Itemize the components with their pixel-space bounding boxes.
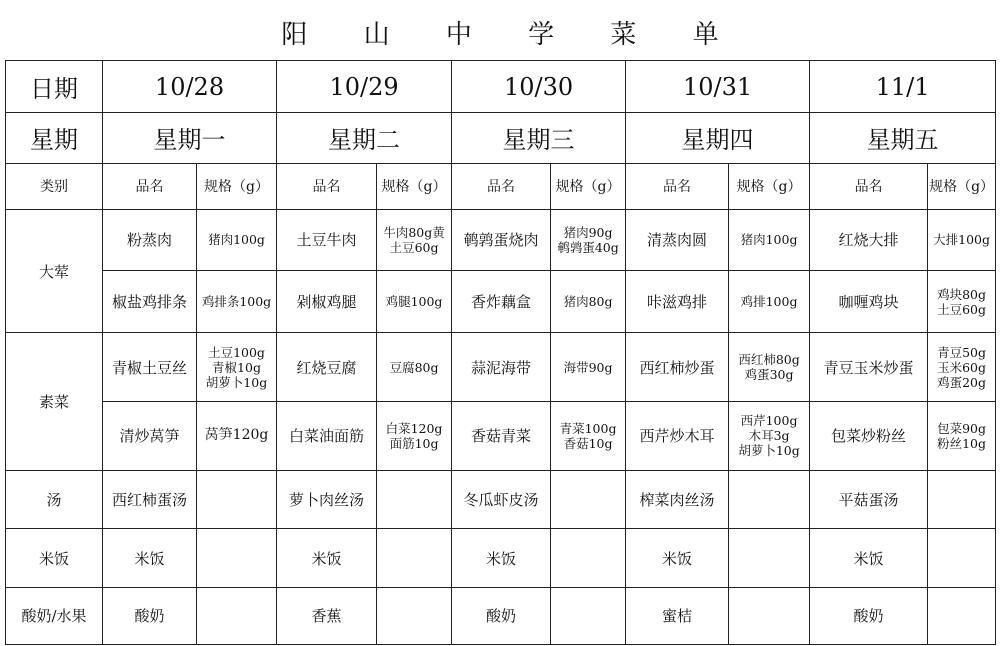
date-cell: 10/28 bbox=[103, 61, 277, 113]
dish-cell: 咔滋鸡排 bbox=[626, 271, 729, 333]
dish-cell: 蒜泥海带 bbox=[452, 333, 551, 401]
weekday-cell: 星期一 bbox=[103, 113, 277, 163]
weekday-cell: 星期二 bbox=[277, 113, 452, 163]
empty-spec-cell bbox=[729, 587, 810, 644]
dish-cell: 西芹炒木耳 bbox=[626, 401, 729, 470]
spec-cell: 青豆50g 玉米60g 鸡蛋20g bbox=[928, 333, 996, 401]
spec-cell: 猪肉100g bbox=[729, 209, 810, 270]
spec-cell: 鸡腿100g bbox=[377, 271, 452, 333]
spec-cell: 西红柿80g 鸡蛋30g bbox=[729, 333, 810, 401]
dish-cell: 西红柿蛋汤 bbox=[103, 471, 197, 529]
spec-cell: 大排100g bbox=[928, 209, 996, 270]
soup-row bbox=[6, 471, 996, 529]
empty-spec-cell bbox=[729, 529, 810, 587]
empty-spec-cell bbox=[928, 587, 996, 644]
spec-cell: 青菜100g 香菇10g bbox=[551, 401, 626, 470]
dish-header: 品名 bbox=[452, 163, 551, 209]
spec-cell: 鸡块80g 土豆60g bbox=[928, 271, 996, 333]
dish-header: 品名 bbox=[626, 163, 729, 209]
dish-cell: 酸奶 bbox=[810, 587, 928, 644]
weekday-label: 星期 bbox=[6, 113, 103, 163]
empty-spec-cell bbox=[551, 471, 626, 529]
date-cell: 10/29 bbox=[277, 61, 452, 113]
dish-cell: 青豆玉米炒蛋 bbox=[810, 333, 928, 401]
spec-header: 规格（g） bbox=[729, 163, 810, 209]
dish-cell: 酸奶 bbox=[452, 587, 551, 644]
spec-cell: 西芹100g 木耳3g 胡萝卜10g bbox=[729, 401, 810, 470]
spec-header: 规格（g） bbox=[197, 163, 277, 209]
empty-spec-cell bbox=[729, 471, 810, 529]
category-rice: 米饭 bbox=[6, 529, 103, 587]
weekday-cell: 星期三 bbox=[452, 113, 626, 163]
spec-cell: 豆腐80g bbox=[377, 333, 452, 401]
column-header-row bbox=[6, 163, 996, 209]
category-snack: 酸奶/水果 bbox=[6, 587, 103, 644]
snack-row bbox=[6, 587, 996, 644]
dish-cell: 包菜炒粉丝 bbox=[810, 401, 928, 470]
dish-cell: 萝卜肉丝汤 bbox=[277, 471, 377, 529]
date-cell: 10/30 bbox=[452, 61, 626, 113]
weekday-row bbox=[6, 113, 996, 163]
date-cell: 11/1 bbox=[810, 61, 996, 113]
empty-spec-cell bbox=[377, 471, 452, 529]
dish-cell: 香蕉 bbox=[277, 587, 377, 644]
spec-header: 规格（g） bbox=[551, 163, 626, 209]
dish-header: 品名 bbox=[810, 163, 928, 209]
dish-cell: 酸奶 bbox=[103, 587, 197, 644]
rice-row bbox=[6, 529, 996, 587]
spec-cell: 鸡排条100g bbox=[197, 271, 277, 333]
empty-spec-cell bbox=[928, 471, 996, 529]
main-row-2 bbox=[6, 271, 996, 333]
dish-cell: 香菇青菜 bbox=[452, 401, 551, 470]
weekday-cell: 星期五 bbox=[810, 113, 996, 163]
category-veg: 素菜 bbox=[6, 333, 103, 471]
veg-row-2 bbox=[6, 401, 996, 470]
spec-cell: 猪肉100g bbox=[197, 209, 277, 270]
dish-cell: 榨菜肉丝汤 bbox=[626, 471, 729, 529]
main-row-1 bbox=[6, 209, 996, 270]
dish-header: 品名 bbox=[103, 163, 197, 209]
dish-cell: 青椒土豆丝 bbox=[103, 333, 197, 401]
spec-cell: 海带90g bbox=[551, 333, 626, 401]
empty-spec-cell bbox=[551, 529, 626, 587]
empty-spec-cell bbox=[377, 529, 452, 587]
empty-spec-cell bbox=[551, 587, 626, 644]
dish-cell: 粉蒸肉 bbox=[103, 209, 197, 270]
dish-cell: 米饭 bbox=[626, 529, 729, 587]
dish-cell: 西红柿炒蛋 bbox=[626, 333, 729, 401]
spec-cell: 牛肉80g黄 土豆60g bbox=[377, 209, 452, 270]
spec-header: 规格（g） bbox=[928, 163, 996, 209]
category-header: 类别 bbox=[6, 163, 103, 209]
dish-cell: 冬瓜虾皮汤 bbox=[452, 471, 551, 529]
empty-spec-cell bbox=[197, 587, 277, 644]
dish-cell: 平菇蛋汤 bbox=[810, 471, 928, 529]
date-row bbox=[6, 61, 996, 113]
dish-cell: 白菜油面筋 bbox=[277, 401, 377, 470]
spec-cell: 土豆100g 青椒10g 胡萝卜10g bbox=[197, 333, 277, 401]
category-soup: 汤 bbox=[6, 471, 103, 529]
empty-spec-cell bbox=[377, 587, 452, 644]
veg-row-1 bbox=[6, 333, 996, 401]
category-main: 大荤 bbox=[6, 209, 103, 333]
page-title: 阳 山 中 学 菜 单 bbox=[281, 20, 743, 50]
dish-cell: 香炸藕盒 bbox=[452, 271, 551, 333]
dish-cell: 蜜桔 bbox=[626, 587, 729, 644]
spec-cell: 莴笋120g bbox=[197, 401, 277, 470]
spec-cell: 猪肉90g 鹌鹑蛋40g bbox=[551, 209, 626, 270]
empty-spec-cell bbox=[197, 529, 277, 587]
date-label: 日期 bbox=[6, 61, 103, 113]
menu-table bbox=[5, 60, 996, 645]
dish-cell: 咖喱鸡块 bbox=[810, 271, 928, 333]
dish-cell: 剁椒鸡腿 bbox=[277, 271, 377, 333]
dish-cell: 米饭 bbox=[277, 529, 377, 587]
dish-cell: 清炒莴笋 bbox=[103, 401, 197, 470]
dish-cell: 米饭 bbox=[452, 529, 551, 587]
spec-header: 规格（g） bbox=[377, 163, 452, 209]
dish-cell: 红烧豆腐 bbox=[277, 333, 377, 401]
spec-cell: 白菜120g 面筋10g bbox=[377, 401, 452, 470]
dish-cell: 土豆牛肉 bbox=[277, 209, 377, 270]
weekday-cell: 星期四 bbox=[626, 113, 810, 163]
spec-cell: 包菜90g 粉丝10g bbox=[928, 401, 996, 470]
dish-cell: 红烧大排 bbox=[810, 209, 928, 270]
spec-cell: 鸡排100g bbox=[729, 271, 810, 333]
empty-spec-cell bbox=[197, 471, 277, 529]
dish-cell: 清蒸肉圆 bbox=[626, 209, 729, 270]
dish-cell: 鹌鹑蛋烧肉 bbox=[452, 209, 551, 270]
date-cell: 10/31 bbox=[626, 61, 810, 113]
dish-cell: 米饭 bbox=[103, 529, 197, 587]
spec-cell: 猪肉80g bbox=[551, 271, 626, 333]
dish-header: 品名 bbox=[277, 163, 377, 209]
dish-cell: 米饭 bbox=[810, 529, 928, 587]
dish-cell: 椒盐鸡排条 bbox=[103, 271, 197, 333]
empty-spec-cell bbox=[928, 529, 996, 587]
